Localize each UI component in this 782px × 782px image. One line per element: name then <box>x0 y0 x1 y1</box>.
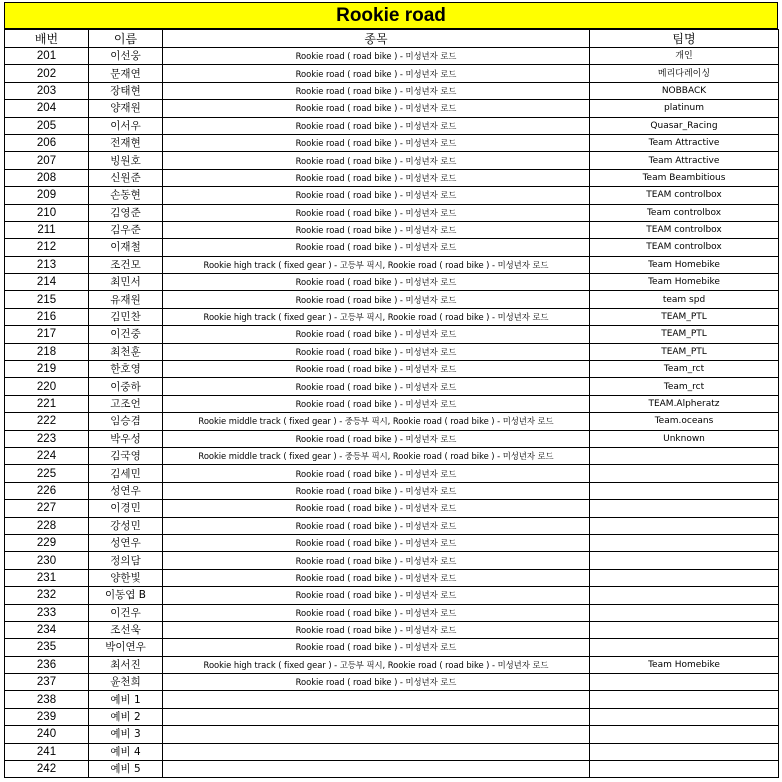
bib-cell: 217 <box>5 326 89 343</box>
table-row <box>5 361 779 378</box>
table-row <box>5 587 779 604</box>
team-cell: TEAM controlbox <box>590 187 779 204</box>
name-cell: 강성민 <box>89 517 163 534</box>
bib-cell: 214 <box>5 274 89 291</box>
bib-cell: 218 <box>5 343 89 360</box>
table-row <box>5 621 779 638</box>
bib-cell: 240 <box>5 726 89 743</box>
event-cell: Rookie road ( road bike ) - 미성년자 로드 <box>163 204 590 221</box>
team-cell <box>590 691 779 708</box>
name-cell: 최천훈 <box>89 343 163 360</box>
event-cell <box>163 708 590 725</box>
team-cell: TEAM controlbox <box>590 221 779 238</box>
team-cell <box>590 587 779 604</box>
name-cell: 양한빛 <box>89 569 163 586</box>
event-cell: Rookie road ( road bike ) - 미성년자 로드 <box>163 343 590 360</box>
bib-cell: 232 <box>5 587 89 604</box>
name-cell: 손동현 <box>89 187 163 204</box>
header-row <box>5 30 779 48</box>
name-cell: 이건중 <box>89 326 163 343</box>
name-cell: 양재원 <box>89 100 163 117</box>
team-cell: TEAM_PTL <box>590 308 779 325</box>
name-cell: 장태현 <box>89 82 163 99</box>
bib-cell: 204 <box>5 100 89 117</box>
bib-cell: 227 <box>5 500 89 517</box>
team-cell <box>590 674 779 691</box>
table-row <box>5 743 779 760</box>
bib-cell: 235 <box>5 639 89 656</box>
bib-cell: 229 <box>5 534 89 551</box>
name-cell: 성연우 <box>89 482 163 499</box>
roster-body <box>5 48 779 778</box>
team-cell <box>590 761 779 778</box>
name-cell: 최서진 <box>89 656 163 673</box>
event-cell: Rookie road ( road bike ) - 미성년자 로드 <box>163 500 590 517</box>
name-cell: 고조언 <box>89 395 163 412</box>
table-row <box>5 117 779 134</box>
header-bib: 배번 <box>5 30 89 48</box>
team-cell: Team Attractive <box>590 152 779 169</box>
bib-cell: 231 <box>5 569 89 586</box>
table-row <box>5 187 779 204</box>
table-row <box>5 569 779 586</box>
name-cell: 예비 2 <box>89 708 163 725</box>
team-cell: Team_rct <box>590 378 779 395</box>
table-row <box>5 447 779 464</box>
bib-cell: 228 <box>5 517 89 534</box>
bib-cell: 236 <box>5 656 89 673</box>
event-cell: Rookie road ( road bike ) - 미성년자 로드 <box>163 517 590 534</box>
team-cell <box>590 447 779 464</box>
bib-cell: 221 <box>5 395 89 412</box>
table-row <box>5 552 779 569</box>
name-cell: 임승겸 <box>89 413 163 430</box>
table-row <box>5 65 779 82</box>
event-cell: Rookie road ( road bike ) - 미성년자 로드 <box>163 465 590 482</box>
table-row <box>5 204 779 221</box>
name-cell: 한호영 <box>89 361 163 378</box>
team-cell <box>590 552 779 569</box>
table-row <box>5 274 779 291</box>
table-row <box>5 239 779 256</box>
table-row <box>5 308 779 325</box>
name-cell: 윤천희 <box>89 674 163 691</box>
table-row <box>5 413 779 430</box>
table-row <box>5 221 779 238</box>
name-cell: 박이연우 <box>89 639 163 656</box>
team-cell <box>590 465 779 482</box>
event-cell: Rookie road ( road bike ) - 미성년자 로드 <box>163 48 590 65</box>
table-row <box>5 100 779 117</box>
name-cell: 전재현 <box>89 134 163 151</box>
sheet-title: Rookie road <box>4 2 778 29</box>
table-row <box>5 152 779 169</box>
event-cell: Rookie road ( road bike ) - 미성년자 로드 <box>163 378 590 395</box>
name-cell: 성연우 <box>89 534 163 551</box>
event-cell: Rookie middle track ( fixed gear ) - 중등부 픽시, Rookie road ( road bike ) - 미성년자 로드 <box>163 413 590 430</box>
team-cell: Team controlbox <box>590 204 779 221</box>
team-cell: TEAM.Alpheratz <box>590 395 779 412</box>
bib-cell: 239 <box>5 708 89 725</box>
bib-cell: 238 <box>5 691 89 708</box>
header-event: 종목 <box>163 30 590 48</box>
event-cell: Rookie road ( road bike ) - 미성년자 로드 <box>163 134 590 151</box>
event-cell: Rookie road ( road bike ) - 미성년자 로드 <box>163 117 590 134</box>
name-cell: 조선욱 <box>89 621 163 638</box>
bib-cell: 203 <box>5 82 89 99</box>
name-cell: 빙원호 <box>89 152 163 169</box>
team-cell <box>590 726 779 743</box>
event-cell: Rookie road ( road bike ) - 미성년자 로드 <box>163 82 590 99</box>
table-row <box>5 430 779 447</box>
bib-cell: 222 <box>5 413 89 430</box>
bib-cell: 202 <box>5 65 89 82</box>
team-cell <box>590 621 779 638</box>
bib-cell: 230 <box>5 552 89 569</box>
bib-cell: 212 <box>5 239 89 256</box>
name-cell: 김우준 <box>89 221 163 238</box>
event-cell: Rookie road ( road bike ) - 미성년자 로드 <box>163 274 590 291</box>
table-row <box>5 48 779 65</box>
team-cell <box>590 500 779 517</box>
team-cell: 메리다레이싱 <box>590 65 779 82</box>
table-row <box>5 378 779 395</box>
team-cell <box>590 604 779 621</box>
event-cell: Rookie high track ( fixed gear ) - 고등부 픽시, Rookie road ( road bike ) - 미성년자 로드 <box>163 256 590 273</box>
table-row <box>5 761 779 778</box>
table-row <box>5 604 779 621</box>
table-row <box>5 656 779 673</box>
event-cell: Rookie road ( road bike ) - 미성년자 로드 <box>163 674 590 691</box>
header-team: 팀명 <box>590 30 779 48</box>
bib-cell: 208 <box>5 169 89 186</box>
table-row <box>5 674 779 691</box>
event-cell <box>163 726 590 743</box>
event-cell: Rookie high track ( fixed gear ) - 고등부 픽시, Rookie road ( road bike ) - 미성년자 로드 <box>163 656 590 673</box>
name-cell: 이동엽 B <box>89 587 163 604</box>
table-row <box>5 326 779 343</box>
team-cell: platinum <box>590 100 779 117</box>
name-cell: 이서우 <box>89 117 163 134</box>
event-cell: Rookie road ( road bike ) - 미성년자 로드 <box>163 326 590 343</box>
team-cell <box>590 569 779 586</box>
bib-cell: 234 <box>5 621 89 638</box>
bib-cell: 213 <box>5 256 89 273</box>
event-cell: Rookie road ( road bike ) - 미성년자 로드 <box>163 221 590 238</box>
table-row <box>5 639 779 656</box>
team-cell: Team Attractive <box>590 134 779 151</box>
event-cell: Rookie road ( road bike ) - 미성년자 로드 <box>163 569 590 586</box>
event-cell <box>163 691 590 708</box>
table-row <box>5 517 779 534</box>
team-cell <box>590 517 779 534</box>
table-row <box>5 134 779 151</box>
name-cell: 이재철 <box>89 239 163 256</box>
bib-cell: 226 <box>5 482 89 499</box>
name-cell: 최민서 <box>89 274 163 291</box>
bib-cell: 207 <box>5 152 89 169</box>
event-cell: Rookie road ( road bike ) - 미성년자 로드 <box>163 534 590 551</box>
name-cell: 신원준 <box>89 169 163 186</box>
bib-cell: 220 <box>5 378 89 395</box>
event-cell <box>163 761 590 778</box>
team-cell: TEAM controlbox <box>590 239 779 256</box>
team-cell: Team Homebike <box>590 656 779 673</box>
event-cell: Rookie road ( road bike ) - 미성년자 로드 <box>163 395 590 412</box>
event-cell: Rookie road ( road bike ) - 미성년자 로드 <box>163 430 590 447</box>
bib-cell: 210 <box>5 204 89 221</box>
table-row <box>5 726 779 743</box>
name-cell: 조건모 <box>89 256 163 273</box>
bib-cell: 205 <box>5 117 89 134</box>
name-cell: 예비 5 <box>89 761 163 778</box>
name-cell: 정의담 <box>89 552 163 569</box>
event-cell: Rookie road ( road bike ) - 미성년자 로드 <box>163 65 590 82</box>
team-cell: TEAM_PTL <box>590 326 779 343</box>
bib-cell: 211 <box>5 221 89 238</box>
event-cell <box>163 743 590 760</box>
bib-cell: 225 <box>5 465 89 482</box>
name-cell: 문재연 <box>89 65 163 82</box>
roster-sheet <box>4 2 778 778</box>
bib-cell: 219 <box>5 361 89 378</box>
table-row <box>5 395 779 412</box>
team-cell: TEAM_PTL <box>590 343 779 360</box>
bib-cell: 237 <box>5 674 89 691</box>
team-cell: Unknown <box>590 430 779 447</box>
table-row <box>5 465 779 482</box>
bib-cell: 201 <box>5 48 89 65</box>
table-row <box>5 291 779 308</box>
team-cell: Team.oceans <box>590 413 779 430</box>
team-cell: team spd <box>590 291 779 308</box>
table-row <box>5 534 779 551</box>
name-cell: 박우성 <box>89 430 163 447</box>
name-cell: 이건우 <box>89 604 163 621</box>
bib-cell: 215 <box>5 291 89 308</box>
name-cell: 이선웅 <box>89 48 163 65</box>
name-cell: 이경민 <box>89 500 163 517</box>
bib-cell: 223 <box>5 430 89 447</box>
event-cell: Rookie road ( road bike ) - 미성년자 로드 <box>163 169 590 186</box>
event-cell: Rookie road ( road bike ) - 미성년자 로드 <box>163 187 590 204</box>
bib-cell: 242 <box>5 761 89 778</box>
event-cell: Rookie middle track ( fixed gear ) - 중등부 픽시, Rookie road ( road bike ) - 미성년자 로드 <box>163 447 590 464</box>
event-cell: Rookie high track ( fixed gear ) - 고등부 픽시, Rookie road ( road bike ) - 미성년자 로드 <box>163 308 590 325</box>
table-row <box>5 343 779 360</box>
team-cell <box>590 743 779 760</box>
team-cell: Team Beambitious <box>590 169 779 186</box>
table-row <box>5 256 779 273</box>
table-row <box>5 482 779 499</box>
name-cell: 이중하 <box>89 378 163 395</box>
event-cell: Rookie road ( road bike ) - 미성년자 로드 <box>163 604 590 621</box>
team-cell: NOBBACK <box>590 82 779 99</box>
table-row <box>5 169 779 186</box>
event-cell: Rookie road ( road bike ) - 미성년자 로드 <box>163 552 590 569</box>
table-row <box>5 82 779 99</box>
name-cell: 김민찬 <box>89 308 163 325</box>
event-cell: Rookie road ( road bike ) - 미성년자 로드 <box>163 587 590 604</box>
event-cell: Rookie road ( road bike ) - 미성년자 로드 <box>163 621 590 638</box>
event-cell: Rookie road ( road bike ) - 미성년자 로드 <box>163 482 590 499</box>
name-cell: 김국영 <box>89 447 163 464</box>
team-cell: Quasar_Racing <box>590 117 779 134</box>
table-row <box>5 691 779 708</box>
team-cell <box>590 708 779 725</box>
header-name: 이름 <box>89 30 163 48</box>
table-row <box>5 708 779 725</box>
table-row <box>5 500 779 517</box>
event-cell: Rookie road ( road bike ) - 미성년자 로드 <box>163 291 590 308</box>
event-cell: Rookie road ( road bike ) - 미성년자 로드 <box>163 100 590 117</box>
name-cell: 예비 3 <box>89 726 163 743</box>
roster-table <box>4 29 779 778</box>
name-cell: 예비 1 <box>89 691 163 708</box>
bib-cell: 216 <box>5 308 89 325</box>
name-cell: 김영준 <box>89 204 163 221</box>
bib-cell: 209 <box>5 187 89 204</box>
bib-cell: 224 <box>5 447 89 464</box>
team-cell <box>590 639 779 656</box>
event-cell: Rookie road ( road bike ) - 미성년자 로드 <box>163 639 590 656</box>
team-cell: Team_rct <box>590 361 779 378</box>
name-cell: 유재원 <box>89 291 163 308</box>
team-cell <box>590 534 779 551</box>
bib-cell: 233 <box>5 604 89 621</box>
name-cell: 예비 4 <box>89 743 163 760</box>
event-cell: Rookie road ( road bike ) - 미성년자 로드 <box>163 239 590 256</box>
team-cell: Team Homebike <box>590 256 779 273</box>
name-cell: 김세민 <box>89 465 163 482</box>
event-cell: Rookie road ( road bike ) - 미성년자 로드 <box>163 361 590 378</box>
team-cell: 개인 <box>590 48 779 65</box>
bib-cell: 241 <box>5 743 89 760</box>
event-cell: Rookie road ( road bike ) - 미성년자 로드 <box>163 152 590 169</box>
bib-cell: 206 <box>5 134 89 151</box>
team-cell <box>590 482 779 499</box>
team-cell: Team Homebike <box>590 274 779 291</box>
